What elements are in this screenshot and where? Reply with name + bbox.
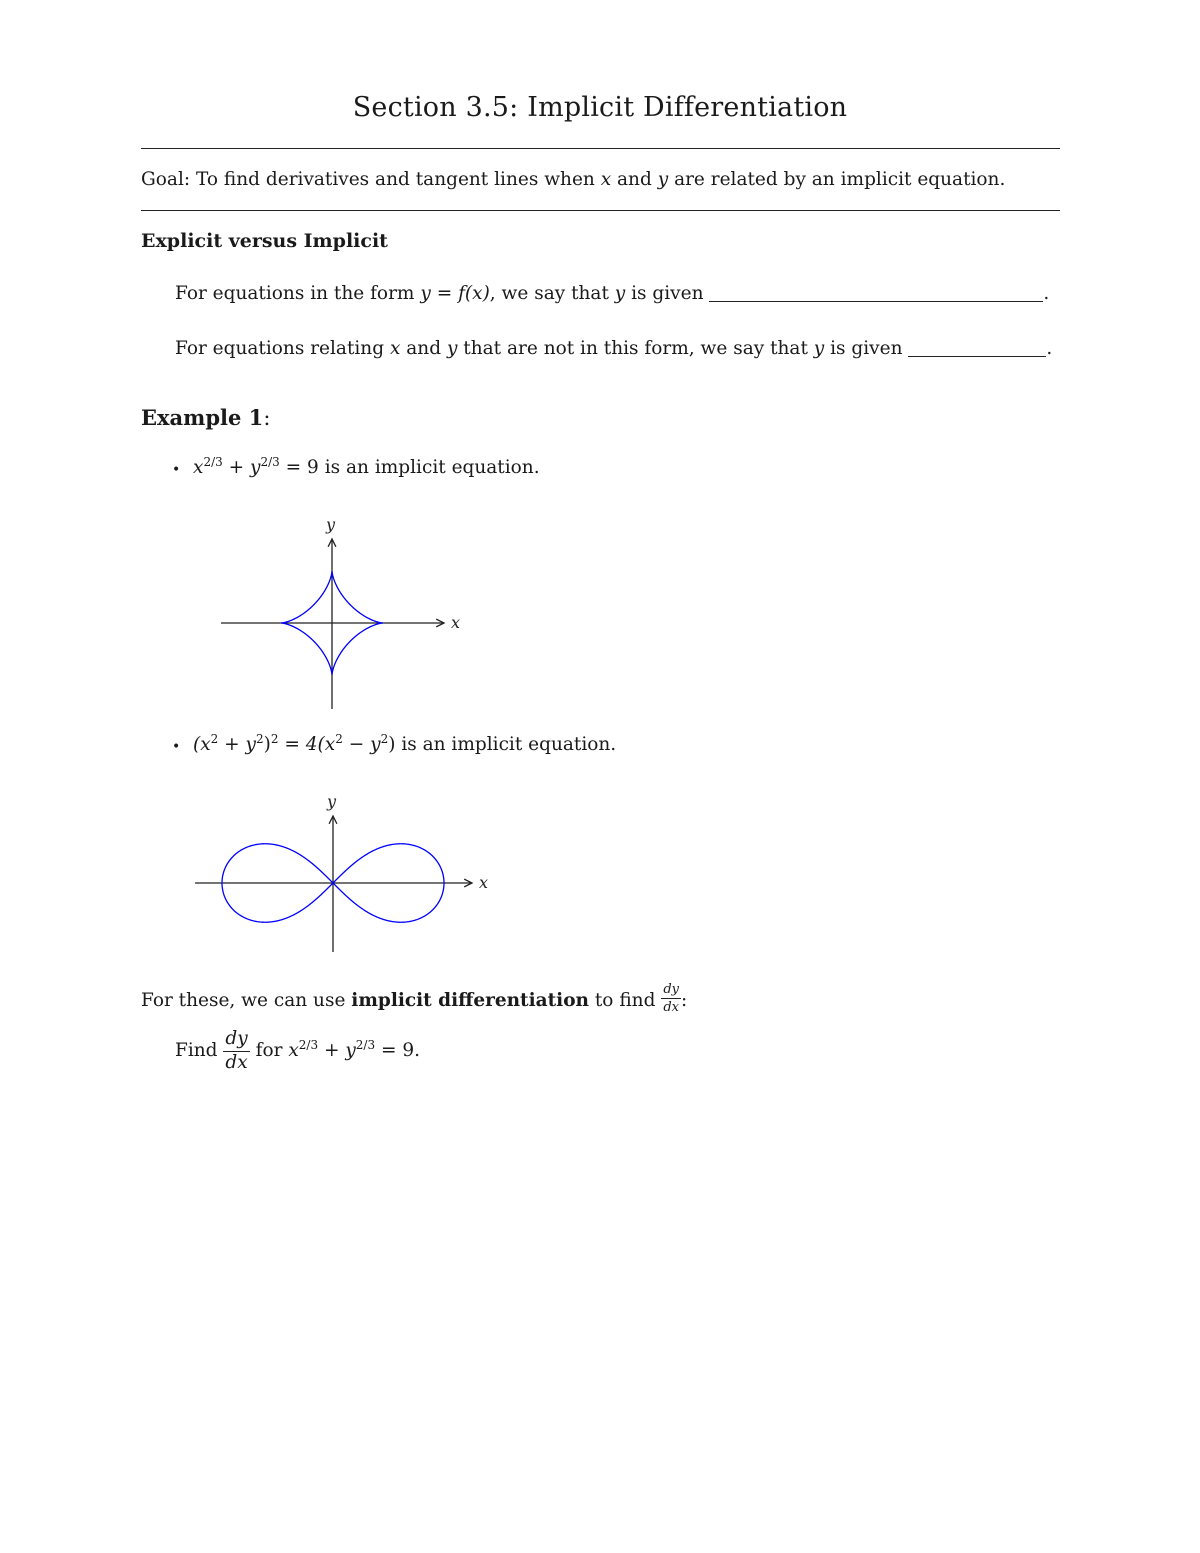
lemniscate-eq-e5: 2 [380, 732, 389, 746]
find-line [175, 1030, 420, 1072]
find-eq-rhs: = 9. [375, 1039, 421, 1061]
astroid-eq-rhs: = 9 [279, 457, 319, 478]
lemniscate-eq-p1: (x [193, 734, 211, 755]
closing-text-a: For these, we can use [141, 990, 346, 1011]
astroid-graph [200, 505, 480, 715]
explicit-answer-blank[interactable] [709, 301, 1043, 302]
explicit-line [175, 285, 1049, 304]
lemniscate-eq-e4: 2 [335, 732, 343, 746]
closing-frac-num: dy [663, 982, 679, 997]
find-eq-x: x [288, 1039, 299, 1061]
explicit-text-b: , we say that [489, 283, 609, 304]
closing-colon: : [681, 990, 688, 1011]
divider-bottom [141, 210, 1060, 211]
find-eq-exp-b: 2/3 [355, 1037, 376, 1052]
implicit-text-d: is given [830, 338, 903, 359]
goal-text-a: To find derivatives and tangent lines when [196, 169, 595, 190]
lemniscate-eq-e3: 2 [270, 732, 279, 746]
closing-frac-den: dx [663, 1000, 679, 1015]
goal-label: Goal: [141, 169, 191, 190]
implicit-var-y2: y [813, 338, 825, 359]
lemniscate-x-label: x [479, 873, 489, 892]
closing-bold-term: implicit differentiation [351, 990, 589, 1011]
astroid-eq-x: x [193, 457, 204, 478]
lemniscate-graph [185, 782, 505, 957]
example-heading [141, 407, 270, 429]
find-eq-exp-a: 2/3 [298, 1037, 319, 1052]
lemniscate-equation-line [193, 732, 617, 755]
closing-fraction [661, 983, 681, 1014]
explicit-text-a: For equations in the form [175, 283, 415, 304]
astroid-equation-line [193, 455, 540, 478]
implicit-var-y: y [446, 338, 458, 359]
goal-text-b: and [617, 169, 652, 190]
find-frac-num: dy [223, 1030, 249, 1052]
astroid-eq-y: + y [222, 457, 261, 478]
astroid-x-label: x [451, 613, 461, 632]
find-frac-den: dx [225, 1051, 248, 1073]
astroid-eq-exp-a: 2/3 [203, 455, 223, 469]
implicit-text-b: and [406, 338, 442, 359]
astroid-eq-text: is an implicit equation. [324, 457, 540, 478]
goal-line [141, 171, 1005, 190]
implicit-end: . [1046, 338, 1053, 359]
example-heading-label: Example 1 [141, 405, 264, 430]
page-title: Section 3.5: Implicit Differentiation [352, 92, 848, 123]
closing-text-b: to find [594, 990, 656, 1011]
implicit-var-x: x [389, 338, 401, 359]
goal-text-c: are related by an implicit equation. [674, 169, 1006, 190]
find-text-b: for [255, 1039, 283, 1061]
section-heading-explicit-implicit: Explicit versus Implicit [141, 230, 388, 252]
lemniscate-eq-p6: ) [388, 734, 396, 755]
explicit-end: . [1043, 283, 1050, 304]
lemniscate-eq-p3: ) [263, 734, 271, 755]
explicit-text-c: is given [631, 283, 704, 304]
implicit-text-c: that are not in this form, we say that [463, 338, 808, 359]
lemniscate-eq-e2: 2 [256, 732, 264, 746]
lemniscate-eq-text: is an implicit equation. [401, 734, 617, 755]
implicit-line [175, 340, 1052, 359]
lemniscate-eq-p2: + y [218, 734, 257, 755]
astroid-eq-exp-b: 2/3 [260, 455, 280, 469]
explicit-math: y = f(x) [420, 283, 490, 304]
lemniscate-eq-p5: − y [342, 734, 381, 755]
explicit-var-y: y [614, 283, 626, 304]
bullet-marker-2: • [172, 739, 181, 755]
find-fraction [223, 1030, 249, 1072]
bullet-marker-1: • [172, 462, 181, 478]
example-heading-colon: : [263, 406, 271, 430]
divider-top [141, 148, 1060, 149]
astroid-y-label: y [326, 515, 336, 534]
find-text-a: Find [175, 1039, 218, 1061]
lemniscate-y-label: y [327, 792, 337, 811]
goal-var-y: y [657, 169, 669, 190]
lemniscate-eq-p4: = 4(x [278, 734, 336, 755]
find-equation [255, 1037, 421, 1061]
closing-line [141, 983, 687, 1014]
implicit-answer-blank[interactable] [908, 356, 1046, 357]
lemniscate-eq-e1: 2 [210, 732, 219, 746]
implicit-text-a: For equations relating [175, 338, 385, 359]
find-eq-y: + y [318, 1039, 356, 1061]
goal-var-x: x [600, 169, 612, 190]
